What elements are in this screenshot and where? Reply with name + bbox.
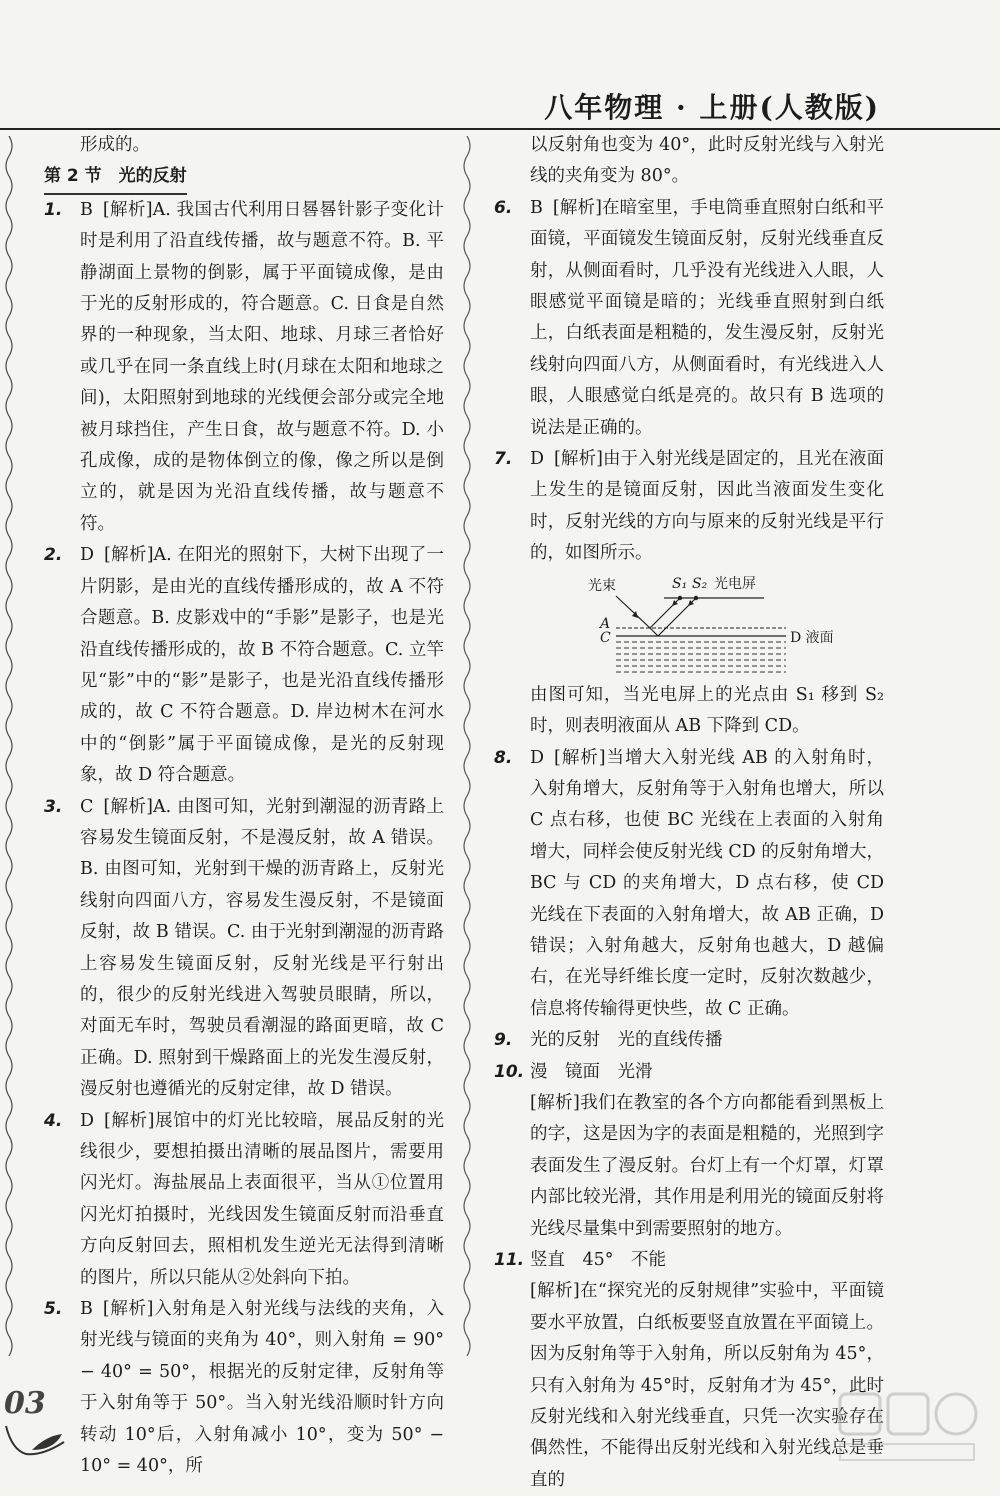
item-number: 7. [494,449,513,470]
item-explanation: [解析]当增大入射光线 AB 的入射角时，入射角增大，反射角等于入射角也增大，所以 C 点右移，也使 BC 光线在上表面的入射角增大，同样会使反射光线 CD 的反射角增大，BC 与 CD 的夹角增大，D 点右移，使 CD 光线在下表面的入射角增大，故 AB 正确，D 错误；入射角越大，反射角也越大，D 越偏右，在光导纤维长度一定时，反射次数越少，信息将传输得更快些，故 C 正确。 [530,747,884,1019]
item-number: 1. [44,199,63,220]
liquid-hatching [616,642,786,672]
item-explanation: [解析]入射角是入射光线与法线的夹角，入射光线与镜面的夹角为 40°，则入射角 = 90° − 40° = 50°，根据光的反射定律，反射角等于入射角等于 50°。当入射光线沿顺时针方向转动 10°后，入射角减小 10°，变为 50° − 10° = 40°，所 [80,1299,444,1477]
s2-point [694,595,698,599]
s2-label: S₂ [692,575,708,592]
answer-item-7 [494,444,884,570]
right-column [494,130,884,1496]
item-explanation: [解析]由于入射光线是固定的，且光在液面上发生的是镜面反射，因此当液面发生变化时，反射光线的方向与原来的反射光线是平行的，如图所示。 [530,449,884,564]
item-answer: D [530,747,545,768]
section-title [44,161,444,194]
item-explanation: [解析]展馆中的灯光比较暗，展品反射的光线很少，要想拍摄出清晰的展品图片，需要用闪光灯。海盐展品上表面很平，当从①位置用闪光灯拍摄时，光线因发生镜面反射而沿垂直方向反射回去，照相机发生逆光无法得到清晰的图片，所以只能从②处斜向下拍。 [80,1110,444,1288]
left-column [44,130,444,1482]
item-answer: D [80,1110,95,1131]
answer-item-3 [44,792,444,1106]
s1-point [678,595,682,599]
item-number: 2. [44,545,63,566]
item-answer: 光的反射 光的直线传播 [530,1030,723,1051]
item-11-explanation: [解析]在“探究光的反射规律”实验中，平面镜要水平放置，白纸板要竖直放置在平面镜上。因为反射角等于入射角，所以反射角为 45°，只有入射角为 45°时，反射角才为 45°，此时反射光线和入射光线垂直，只凭一次实验存在偶然性，不能得出反射光线和入射光线总是垂直的 [530,1281,884,1490]
lead-text: 形成的。 [80,135,150,155]
continued-text: 以反射角也变为 40°，此时反射光线与入射光线的夹角变为 80°。 [530,135,884,187]
leaf-ornament-icon [2,1420,72,1464]
answer-item-5 [44,1294,444,1482]
column-divider-wavy [458,136,476,1361]
page-header-title: 八年物理 · 上册(人教版) [544,91,880,124]
item-answer: B [530,197,543,218]
beam-label: 光束 [588,577,616,594]
item-answer: 漫 镜面 光滑 [530,1061,653,1082]
s1-label: S₁ [672,575,688,592]
point-d-liquid-label: D 液面 [790,629,834,646]
item-answer: B [80,199,93,220]
item-number: 6. [494,197,513,218]
item-explanation: [解析]A. 在阳光的照射下，大树下出现了一片阴影，是由光的直线传播形成的，故 A 不符合题意。B. 皮影戏中的“手影”是影子，也是光沿直线传播形成的，故 B 不符合题意。C. 立竿见“影”中的“影”是影子，也是光沿直线传播形成的，故 C 不符合题意。D. 岸边树木在河水中的“倒影”属于平面镜成像，是光的反射现象，故 D 符合题意。 [80,545,444,786]
answer-item-10 [494,1057,884,1088]
page-number: 03 [4,1386,46,1421]
left-margin-wavy-rule [2,136,16,1366]
item-number: 4. [44,1110,63,1131]
item-number: 8. [494,747,513,768]
answer-item-4 [44,1106,444,1294]
item-answer: C [80,796,94,817]
item-explanation: [解析]在暗室里，手电筒垂直照射白纸和平面镜，平面镜发生镜面反射，反射光线垂直反射，从侧面看时，几乎没有光线进入人眼，人眼感觉平面镜是暗的；光线垂直照射到白纸上，白纸表面是粗糙的，发生漫反射，反射光线射向四面八方，从侧面看时，有光线进入人眼，人眼感觉白纸是亮的。故只有 B 选项的说法是正确的。 [530,197,884,438]
item-answer: B [80,1299,93,1320]
item-answer: D [80,545,95,566]
item-number: 9. [494,1030,513,1051]
item-answer: D [530,449,545,470]
point-a-label: A [600,615,611,632]
screen-label: 光电屏 [714,575,756,592]
answer-item-11 [494,1245,884,1276]
answer-item-6 [494,193,884,444]
answer-item-1 [44,195,444,540]
item-explanation: [解析]A. 由图可知，光射到潮湿的沥青路上容易发生镜面反射，不是漫反射，故 A 错误。B. 由图可知，光射到干燥的沥青路上，反射光线射向四面八方，容易发生漫反射，不是镜面反射，故 B 错误。C. 由于光射到潮湿的沥青路上容易发生镜面反射，反射光线是平行射出的，很少的反射光线进入驾驶员眼睛，所以，对面无车时，驾驶员看潮湿的路面更暗，故 C 正确。D. 照射到干燥路面上的光发生漫反射，漫反射也遵循光的反射定律，故 D 错误。 [80,796,444,1100]
point-c-label: C [600,629,611,646]
item-answer: 竖直 45° 不能 [530,1250,667,1270]
answer-item-8 [494,743,884,1026]
item-number: 11. [494,1250,525,1270]
liquid-level-figure [586,575,866,678]
figure-conclusion: 由图可知，当光电屏上的光点由 S₁ 移到 S₂ 时，则表明液面从 AB 下降到 CD。 [530,684,884,737]
item-number: 5. [44,1299,63,1320]
item-10-explanation: [解析]我们在教室的各个方向都能看到黑板上的字，这是因为字的表面是粗糙的，光照到字表面发生了漫反射。台灯上有一个灯罩，灯罩内部比较光滑，其作用是利用光的镜面反射将光线尽量集中到需要照射的地方。 [530,1092,884,1239]
incident-extension [650,628,658,636]
answer-item-9 [494,1025,884,1056]
answer-item-2 [44,540,444,791]
watermark-logo-icon [832,1388,982,1466]
section-title-text: 第 2 节 光的反射 [44,161,187,194]
incident-beam [616,596,650,628]
item-explanation: [解析]A. 我国古代利用日晷晷针影子变化计时是利用了沿直线传播，故与题意不符。B. 平静湖面上景物的倒影，属于平面镜成像，是由于光的反射形成的，符合题意。C. 日食是自然界的一种现象，当太阳、地球、月球三者恰好或几乎在同一条直线上时(月球在太阳和地球之间)，太阳照射到地球的光线便会部分或完全地被月球挡住，产生日食，故与题意不符。D. 小孔成像，成的是物体倒立的像，像之所以是倒立的，就是因为光沿直线传播，故与题意不符。 [80,199,444,534]
item-number: 3. [44,796,63,817]
item-number: 10. [494,1061,525,1082]
